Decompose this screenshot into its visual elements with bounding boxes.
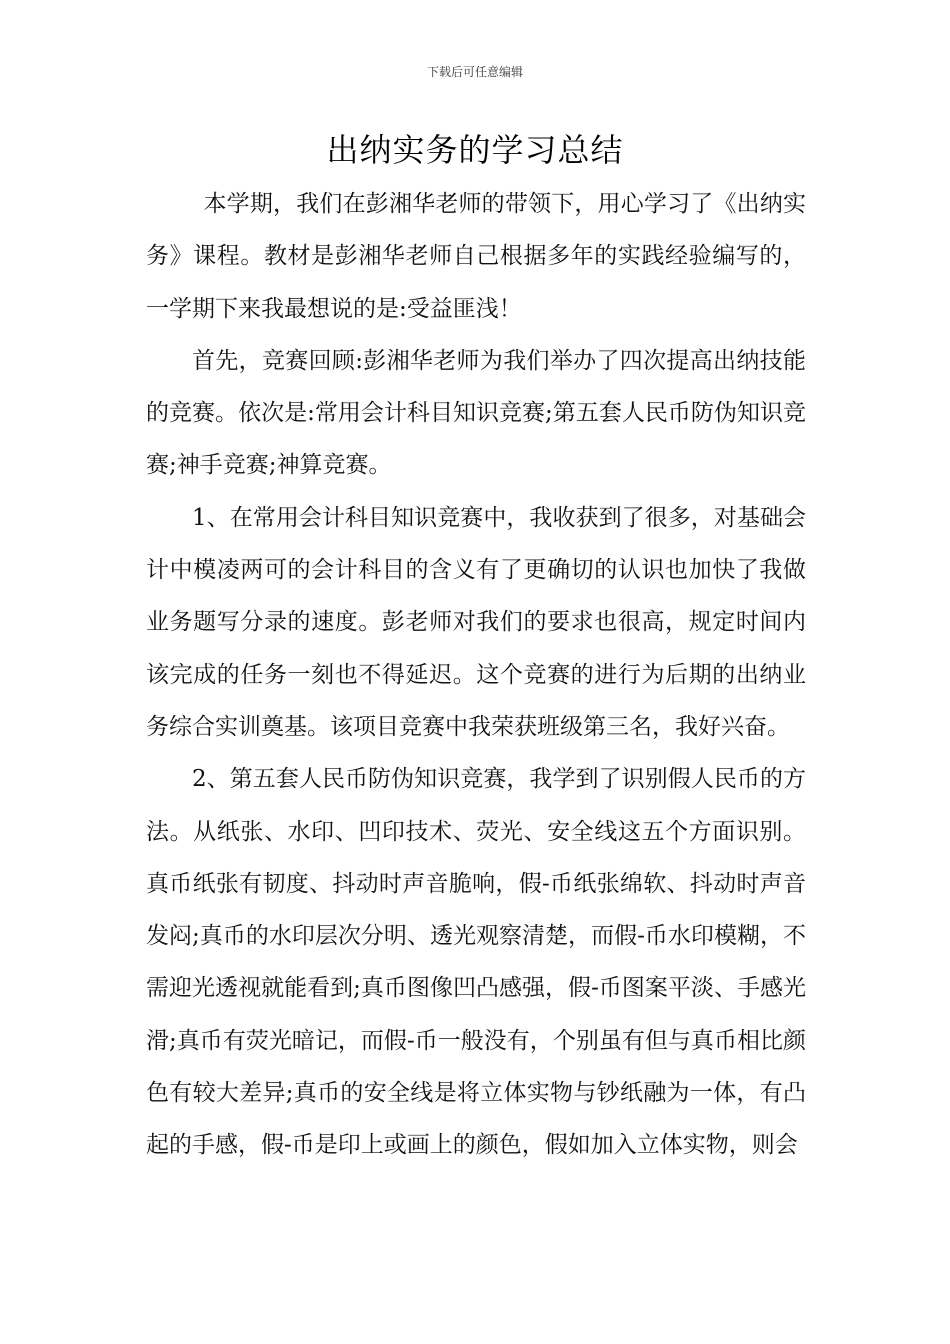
document-body (146, 178, 806, 1172)
document-title: 出纳实务的学习总结 (326, 131, 624, 169)
header-note: 下载后可任意编辑 (426, 65, 523, 79)
paragraph-intro: 本学期，我们在彭湘华老师的带领下，用心学习了《出纳实务》课程。教材是彭湘华老师自己根据多年的实践经验编写的，一学期下来我最想说的是:受益匪浅！ (146, 191, 806, 322)
paragraph-item-1: 1、在常用会计科目知识竞赛中，我收获到了很多，对基础会计中模凌两可的会计科目的含义有了更确切的认识也加快了我做业务题写分录的速度。彭老师对我们的要求也很高，规定时间内该完成的任务一刻也不得延迟。这个竞赛的进行为后期的出纳业务综合实训奠基。该项目竞赛中我荣获班级第三名，我好兴奋。 (146, 504, 806, 740)
paragraph-item-2: 2、第五套人民币防伪知识竞赛，我学到了识别假人民币的方法。从纸张、水印、凹印技术、荧光、安全线这五个方面识别。真币纸张有韧度、抖动时声音脆响，假-币纸张绵软、抖动时声音发闷;真币的水印层次分明、透光观察清楚，而假-币水印模糊，不需迎光透视就能看到;真币图像凹凸感强，假-币图案平淡、手感光滑;真币有荧光暗记，而假-币一般没有，个别虽有但与真币相比颜色有较大差异;真币的安全线是将立体实物与钞纸融为一体，有凸起的手感，假-币是印上或画上的颜色，假如加入立体实物，则会 (146, 766, 806, 1159)
paragraph-competition-review: 首先，竞赛回顾:彭湘华老师为我们举办了四次提高出纳技能的竞赛。依次是:常用会计科目知识竞赛;第五套人民币防伪知识竞赛;神手竞赛;神算竞赛。 (146, 347, 806, 479)
